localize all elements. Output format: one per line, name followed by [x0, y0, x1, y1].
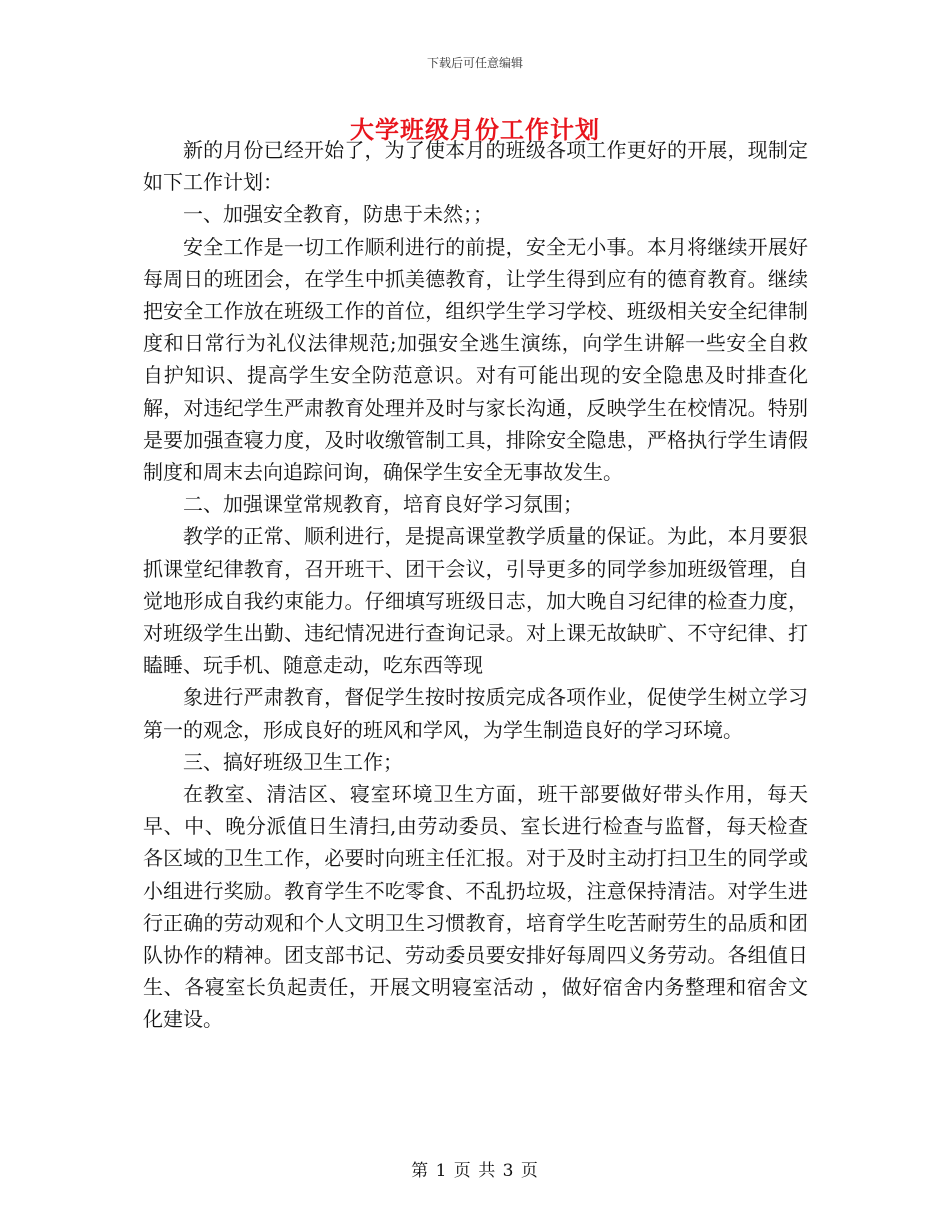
- paragraph-hygiene: 在教室、清洁区、寝室环境卫生方面，班干部要做好带头作用，每天早、中、晚分派值日生清扫,由劳动委员、室长进行检查与监督，每天检查各区域的卫生工作，必要时向班主任汇报。对于及时主动打扫卫生的同学或小组进行奖励。教育学生不吃零食、不乱扔垃圾，注意保持清洁。对学生进行正确的劳动观和个人文明卫生习惯教育，培育学生吃苦耐劳生的品质和团队协作的精神。团支部书记、劳动委员要安排好每周四义务劳动。各组值日生、各寝室长负起责任，开展文明寝室活动 ，做好宿舍内务整理和宿舍文化建设。: [143, 782, 808, 1032]
- page-footer: 第 1 页 共 3 页: [411, 1161, 539, 1181]
- heading-safety: 一、加强安全教育，防患于未然；；: [183, 202, 493, 227]
- paragraph-classroom: 教学的正常、顺利进行，是提高课堂教学质量的保证。为此，本月要狠抓课堂纪律教育，召开班干、团干会议，引导更多的同学参加班级管理，自觉地形成自我约束能力。仔细填写班级日志，加大晚自习纪律的检查力度，对班级学生出勤、违纪情况进行查询记录。对上课无故缺旷、不守纪律、打瞌睡、玩手机、随意走动，吃东西等现: [143, 524, 808, 678]
- paragraph-intro: 新的月份已经开始了，为了使本月的班级各项工作更好的开展，现制定如下工作计划：: [143, 138, 808, 195]
- heading-hygiene: 三、搞好班级卫生工作；: [183, 749, 403, 774]
- document-title: 大学班级月份工作计划: [350, 115, 600, 144]
- document-body: [143, 134, 808, 1036]
- paragraph-classroom-cont: 象进行严肃教育，督促学生按时按质完成各项作业，促使学生树立学习第一的观念，形成良好的班风和学风，为学生制造良好的学习环境。: [143, 685, 808, 742]
- page-header-note: 下载后可任意编辑: [426, 56, 523, 70]
- heading-classroom: 二、加强课堂常规教育，培育良好学习氛围；: [183, 492, 583, 517]
- paragraph-safety: 安全工作是一切工作顺利进行的前提，安全无小事。本月将继续开展好每周日的班团会，在学生中抓美德教育，让学生得到应有的德育教育。继续把安全工作放在班级工作的首位，组织学生学习学校、班级相关安全纪律制度和日常行为礼仪法律规范;加强安全逃生演练，向学生讲解一些安全自救自护知识、提高学生安全防范意识。对有可能出现的安全隐患及时排查化解，对违纪学生严肃教育处理并及时与家长沟通，反映学生在校情况。特别是要加强查寝力度，及时收缴管制工具，排除安全隐患，严格执行学生请假制度和周末去向追踪问询，确保学生安全无事故发生。: [143, 234, 808, 485]
